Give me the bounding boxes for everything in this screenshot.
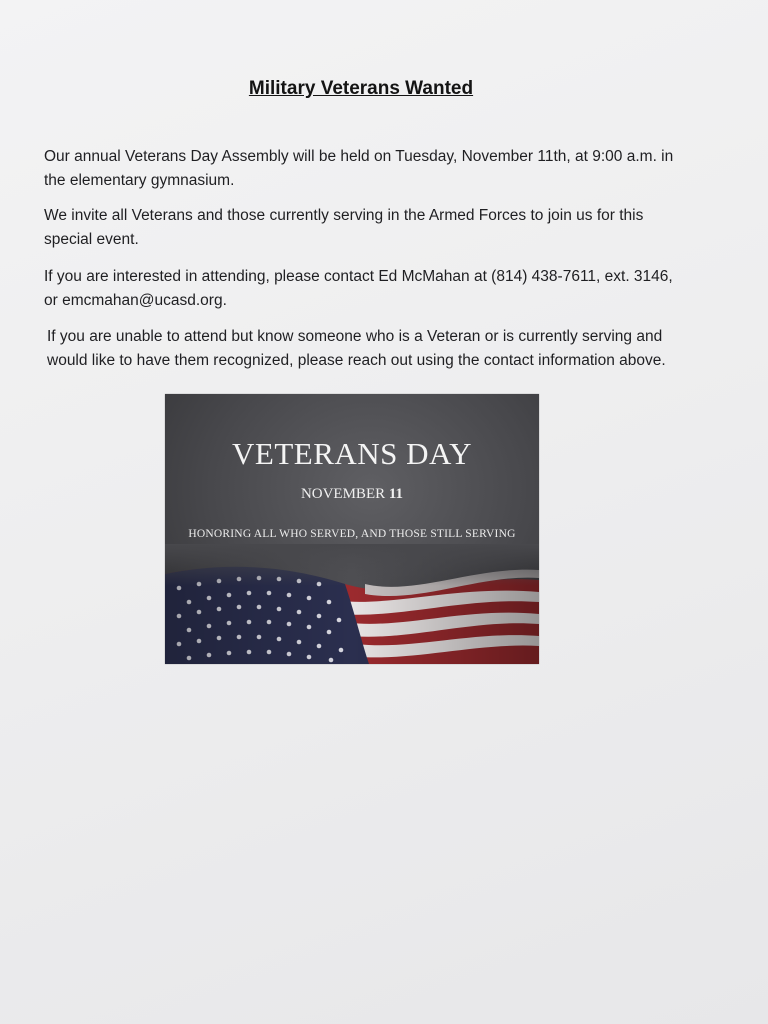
poster-tagline: HONORING ALL WHO SERVED, AND THOSE STILL SERVING [188,528,516,540]
paragraph-contact: If you are interested in attending, please contact Ed McMahan at (814) 438-7611, ext. 3146, or emcmahan@ucasd.org. [44,268,673,309]
document-title: Military Veterans Wanted [248,78,474,99]
paragraph-recognition: If you are unable to attend but know someone who is a Veteran or is currently serving and would like to have them recognized, please reach out using the contact information above. [47,328,666,369]
poster-title: VETERANS DAY [232,436,472,471]
veterans-day-poster [165,394,539,664]
paragraph-invitation: We invite all Veterans and those currently serving in the Armed Forces to join us for this special event. [44,207,644,248]
poster-date-month: NOVEMBER [300,486,386,502]
paragraph-assembly-details: Our annual Veterans Day Assembly will be held on Tuesday, November 11th, at 9:00 a.m. in the elementary gymnasium. [44,148,674,189]
poster-date-day: 11 [388,486,404,502]
poster-date [165,486,539,503]
american-flag-image [165,544,539,664]
